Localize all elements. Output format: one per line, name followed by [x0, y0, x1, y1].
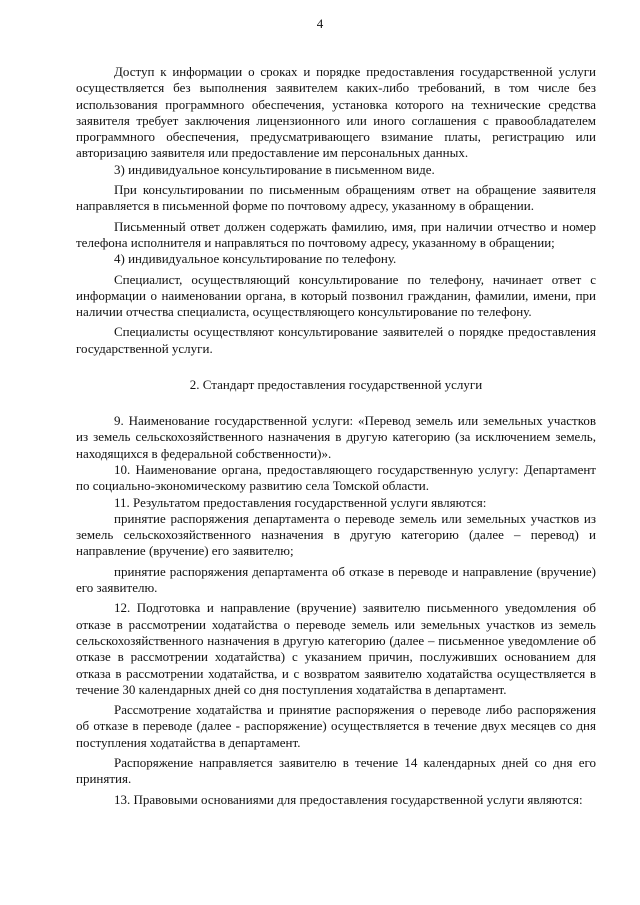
paragraph: 9. Наименование государственной услуги: «Перевод земель или земельных участков из земель сельскохозяйственного назначения в другую категорию (за исключением земель, находящихся в федеральной собственности)». [76, 413, 596, 461]
paragraph: Письменный ответ должен содержать фамилию, имя, при наличии отчество и номер телефона исполнителя и направляться по почтовому адресу, указанному в обращении; [76, 218, 596, 250]
paragraph: принятие распоряжения департамента о переводе земель или земельных участков из земель сельскохозяйственного назначения в другую категорию (далее – перевод) и направление (вручение) его заявителю; [76, 510, 596, 559]
paragraph: 3) индивидуальное консультирование в письменном виде. [114, 161, 435, 177]
paragraph: Распоряжение направляется заявителю в течение 14 календарных дней со дня его принятия. [76, 754, 596, 787]
paragraph: 13. Правовыми основаниями для предоставления государственной услуги являются: [114, 791, 583, 807]
document-body [76, 64, 596, 808]
paragraph: 4) индивидуальное консультирование по телефону. [114, 251, 397, 267]
paragraph: принятие распоряжения департамента об отказе в переводе и направление (вручение) его заявителю. [76, 563, 596, 596]
section-title: 2. Стандарт предоставления государственной услуги [189, 377, 483, 393]
paragraph: При консультировании по письменным обращениям ответ на обращение заявителя направляется в письменной форме по почтовому адресу, указанному в обращении. [76, 182, 596, 214]
paragraph: 10. Наименование органа, предоставляющего государственную услугу: Департамент по социально-экономическому развитию села Томской области. [76, 461, 596, 494]
paragraph: Рассмотрение ходатайства и принятие распоряжения о переводе либо распоряжения об отказе в переводе (далее - распоряжение) осуществляется в течение двух месяцев со дня поступления ходатайства в департамент. [76, 702, 596, 750]
paragraph: 12. Подготовка и направление (вручение) заявителю письменного уведомления об отказе в рассмотрении ходатайства о переводе земель или земельных участков из земель сельскохозяйственного назначения в другую категорию (далее – письменное уведомление об отказе в рассмотрении ходатайства) с указанием причин, послуживших основанием для отказа в рассмотрении ходатайства, и с возвратом заявителю ходатайства осуществляется в течение 30 календарных дней со дня поступления ходатайства в департамент. [76, 600, 596, 697]
paragraph: Специалист, осуществляющий консультирование по телефону, начинает ответ с информации о наименовании органа, в который позвонил гражданин, фамилии, имени, при наличии отчества специалиста, осуществляющего консультирование по телефону. [76, 271, 596, 320]
paragraph: 11. Результатом предоставления государственной услуги являются: [114, 494, 487, 510]
paragraph: Доступ к информации о сроках и порядке предоставления государственной услуги осуществляется без выполнения заявителем каких-либо требований, в том числе без использования программного обеспечения, установка которого на технические средства заявителя требует заключения лицензионного или иного соглашения с правообладателем программного обеспечения, предусматривающего взимание платы, регистрацию или авторизацию заявителя или предоставление им персональных данных. [76, 64, 596, 161]
paragraph: Специалисты осуществляют консультирование заявителей о порядке предоставления государственной услуги. [76, 324, 596, 356]
page-number: 4 [316, 16, 324, 31]
